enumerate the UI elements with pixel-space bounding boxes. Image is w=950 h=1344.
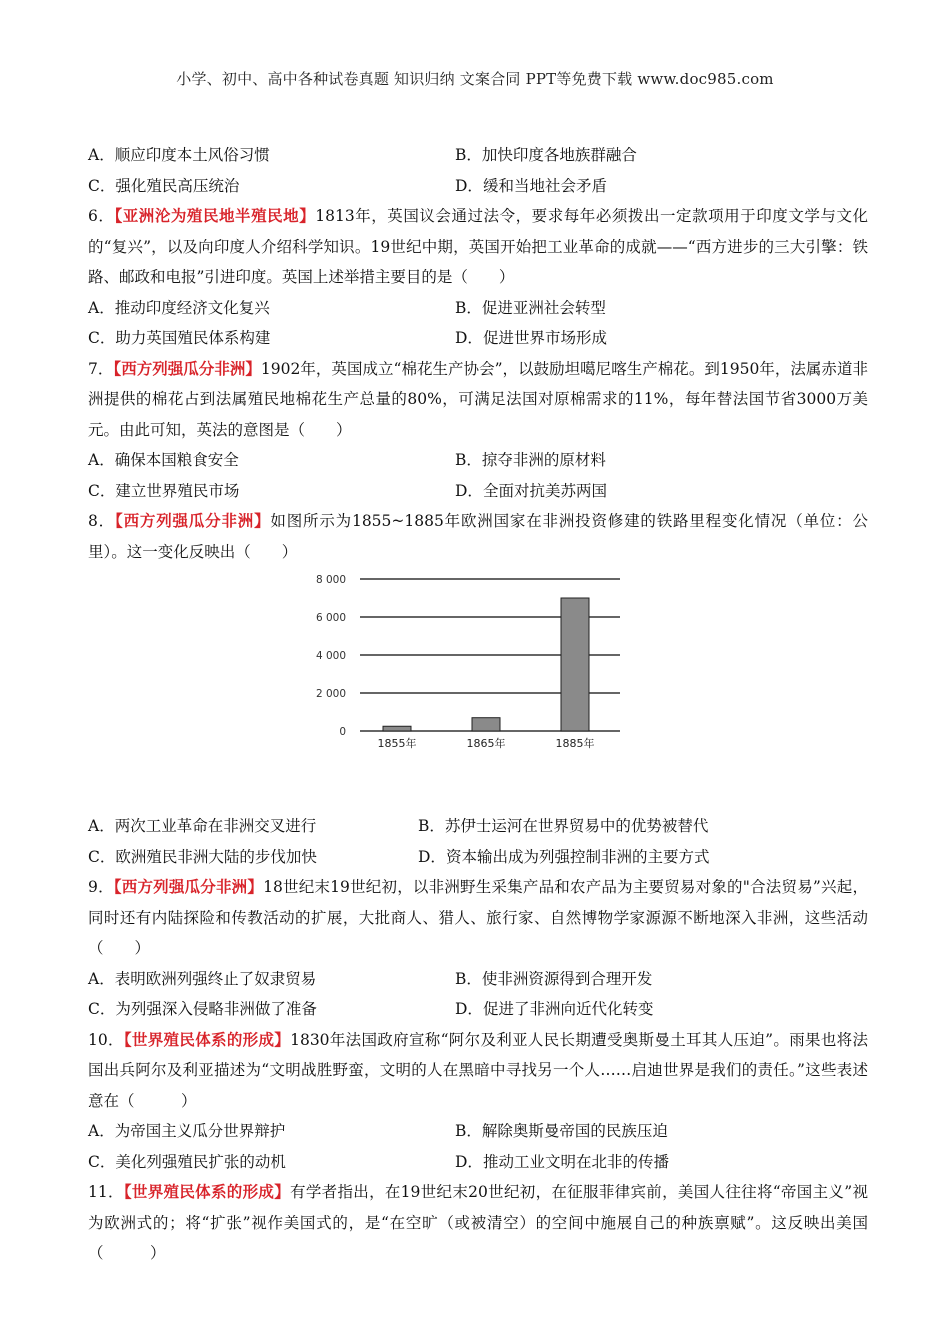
q5-option-b[interactable]: B．加快印度各地族群融合 bbox=[455, 146, 637, 164]
q6-option-c[interactable]: C．助力英国殖民体系构建 bbox=[88, 329, 271, 347]
q6-options-row-2 bbox=[88, 323, 868, 354]
q6-option-b[interactable]: B．促进亚洲社会转型 bbox=[455, 298, 606, 317]
q7-options-row-1 bbox=[88, 445, 868, 476]
y-tick-label: 0 bbox=[339, 726, 346, 738]
y-tick-label: 6 000 bbox=[315, 612, 346, 624]
question-number: 6． bbox=[88, 207, 115, 225]
topic-tag: 【亚洲沦为殖民地半殖民地】 bbox=[114, 206, 316, 225]
question-7 bbox=[88, 354, 868, 446]
topic-tag: 【世界殖民体系的形成】 bbox=[123, 1029, 291, 1049]
question-number: 7． bbox=[88, 359, 114, 378]
bar bbox=[383, 726, 411, 731]
x-tick-label: 1855年 bbox=[377, 737, 417, 750]
q5-options-row-2 bbox=[88, 171, 868, 202]
x-axis-labels bbox=[378, 736, 595, 750]
topic-tag: 【世界殖民体系的形成】 bbox=[123, 1182, 291, 1201]
q7-option-b[interactable]: B．掠夺非洲的原材料 bbox=[455, 451, 606, 469]
question-text: 18世纪末19世纪初，以非洲野生采集产品和农产品为主要贸易对象的"合法贸易”兴起，同时还有内陆探险和传教活动的扩展，大批商人、猎人、旅行家、自然博物学家源源不断地深入非洲，这些活动（ ） bbox=[88, 878, 868, 957]
bar bbox=[472, 718, 500, 731]
q8-options-row-1 bbox=[88, 811, 868, 842]
question-text: 1830年法国政府宣称“阿尔及利亚人民长期遭受奥斯曼土耳其人压迫”。雨果也将法国出兵阿尔及利亚描述为“文明战胜野蛮，文明的人在黑暗中寻找另一个人……启迪世界是我们的责任。”这些表述意在（ ） bbox=[88, 1030, 868, 1110]
question-list bbox=[88, 140, 868, 1269]
q5-option-a[interactable]: A．顺应印度本土风俗习惯 bbox=[88, 146, 270, 164]
q9-option-c[interactable]: C．为列强深入侵略非洲做了准备 bbox=[88, 1000, 317, 1018]
q9-option-b[interactable]: B．使非洲资源得到合理开发 bbox=[455, 969, 653, 988]
question-number: 8． bbox=[88, 512, 115, 530]
question-text: 1902年，英国成立“棉花生产协会”，以鼓励坦噶尼喀生产棉花。到1950年，法属赤道非洲提供的棉花占到法属殖民地棉花生产总量的80%，可满足法国对原棉需求的11%，每年替法国节省3000万美元。由此可知，英法的意图是（ ） bbox=[88, 359, 868, 439]
q10-option-a[interactable]: A．为帝国主义瓜分世界辩护 bbox=[88, 1122, 286, 1140]
bar bbox=[561, 598, 589, 731]
q8-options-row-2 bbox=[88, 842, 868, 873]
question-number: 9． bbox=[88, 878, 114, 896]
chart-bars bbox=[383, 598, 589, 731]
question-text: 如图所示为1855~1885年欧洲国家在非洲投资修建的铁路里程变化情况（单位：公里）。这一变化反映出（ ） bbox=[88, 512, 868, 561]
q10-options-row-2 bbox=[88, 1147, 868, 1178]
q5-option-d[interactable]: D．缓和当地社会矛盾 bbox=[455, 176, 607, 195]
q10-option-b[interactable]: B．解除奥斯曼帝国的民族压迫 bbox=[455, 1122, 668, 1140]
q10-options-row-1 bbox=[88, 1116, 868, 1147]
q9-option-a[interactable]: A．表明欧洲列强终止了奴隶贸易 bbox=[88, 969, 317, 988]
topic-tag: 【西方列强瓜分非洲】 bbox=[113, 358, 261, 378]
q6-option-d[interactable]: D．促进世界市场形成 bbox=[455, 329, 607, 347]
question-10 bbox=[88, 1025, 868, 1117]
q8-option-a[interactable]: A．两次工业革命在非洲交叉进行 bbox=[88, 817, 317, 835]
q8-option-b[interactable]: B．苏伊士运河在世界贸易中的优势被替代 bbox=[418, 817, 709, 835]
q5-options-row-1 bbox=[88, 140, 868, 171]
q7-option-d[interactable]: D．全面对抗美苏两国 bbox=[455, 481, 607, 500]
question-11 bbox=[88, 1177, 868, 1269]
q10-option-c[interactable]: C．美化列强殖民扩张的动机 bbox=[88, 1152, 286, 1171]
x-tick-label: 1885年 bbox=[555, 737, 595, 750]
question-number: 11． bbox=[88, 1183, 124, 1201]
question-9 bbox=[88, 872, 868, 964]
topic-tag: 【西方列强瓜分非洲】 bbox=[113, 877, 264, 896]
x-tick-label: 1865年 bbox=[466, 737, 506, 750]
y-tick-label: 8 000 bbox=[315, 574, 346, 586]
y-axis-ticks bbox=[316, 574, 346, 738]
y-tick-label: 4 000 bbox=[315, 650, 346, 662]
q7-option-a[interactable]: A．确保本国粮食安全 bbox=[88, 451, 239, 469]
q8-option-d[interactable]: D．资本输出成为列强控制非洲的主要方式 bbox=[418, 847, 710, 866]
q6-option-a[interactable]: A．推动印度经济文化复兴 bbox=[88, 298, 270, 317]
page-header: 小学、初中、高中各种试卷真题 知识归纳 文案合同 PPT等免费下载 www.doc985.com bbox=[176, 70, 774, 88]
q7-options-row-2 bbox=[88, 476, 868, 507]
q8-option-c[interactable]: C．欧洲殖民非洲大陆的步伐加快 bbox=[88, 847, 317, 866]
q6-options-row-1 bbox=[88, 293, 868, 324]
q9-options-row-1 bbox=[88, 964, 868, 995]
question-text: 有学者指出，在19世纪末20世纪初，在征服菲律宾前，美国人往往将“帝国主义”视为欧洲式的；将“扩张”视作美国式的，是“在空旷（或被清空）的空间中施展自己的种族禀赋”。这反映出美国（ ） bbox=[88, 1183, 868, 1262]
q9-options-row-2 bbox=[88, 994, 868, 1025]
q7-option-c[interactable]: C．建立世界殖民市场 bbox=[88, 481, 240, 500]
question-8 bbox=[88, 506, 868, 567]
q5-option-c[interactable]: C．强化殖民高压统治 bbox=[88, 176, 240, 195]
question-number: 10． bbox=[88, 1030, 124, 1049]
q10-option-d[interactable]: D．推动工业文明在北非的传播 bbox=[455, 1152, 669, 1171]
q9-option-d[interactable]: D．促进了非洲向近代化转变 bbox=[455, 1000, 654, 1018]
bar-chart bbox=[88, 567, 868, 811]
railway-chart bbox=[88, 567, 868, 811]
y-tick-label: 2 000 bbox=[315, 688, 346, 700]
question-6 bbox=[88, 201, 868, 293]
topic-tag: 【西方列强瓜分非洲】 bbox=[115, 511, 271, 530]
question-text: 1813年，英国议会通过法令，要求每年必须拨出一定款项用于印度文学与文化的“复兴”，以及向印度人介绍科学知识。19世纪中期，英国开始把工业革命的成就——“西方进步的三大引擎：铁路、邮政和电报”引进印度。英国上述举措主要目的是（ ） bbox=[88, 207, 868, 286]
